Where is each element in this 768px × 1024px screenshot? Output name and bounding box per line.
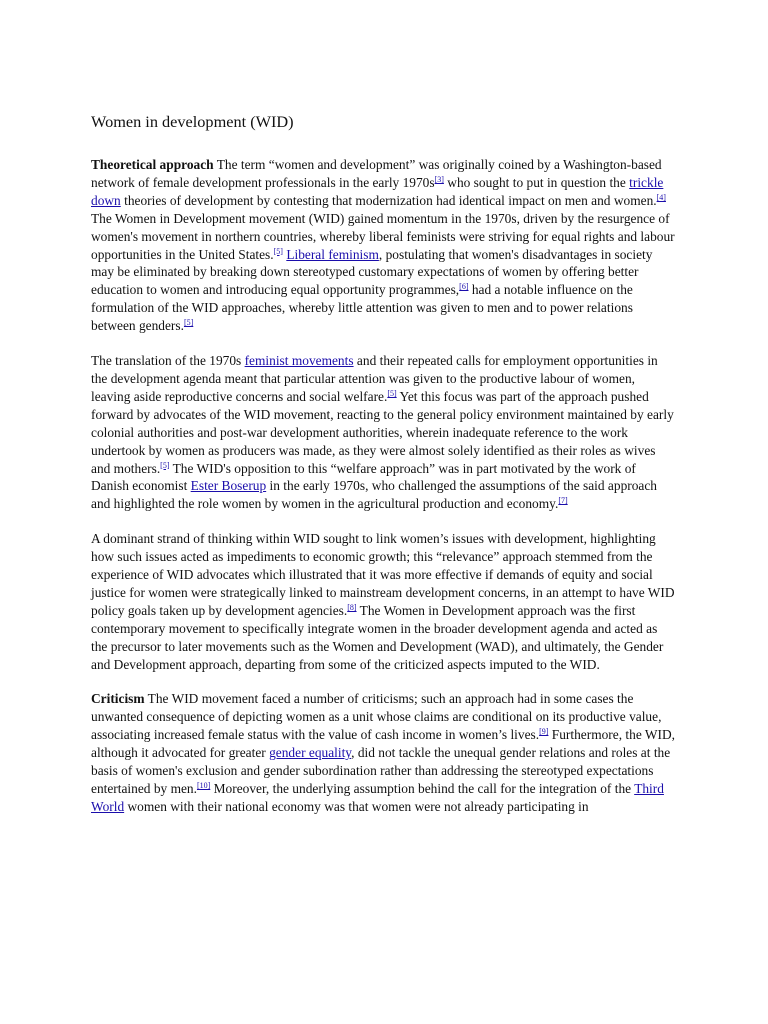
page-title: Women in development (WID) (91, 112, 294, 131)
link-gender-equality[interactable]: gender equality (269, 745, 352, 761)
text: A dominant strand of thinking within WID sought to link women’s issues with development, highlighting how such issues acted as impediments to economic growth; this “relevance” approach stemmed from the experience of WID advocates which illustrated that it was more effective if demands of equity and social justice for women were strategically linked to mainstream development concerns, in an attempt to have WID policy goals taken up by development agencies. (91, 531, 675, 618)
text: The WID's opposition to this “welfare approach” was in part motivated by the work of Danish economist (91, 460, 636, 494)
text: , postulating that women's disadvantages in society may be eliminated by breaking down stereotyped customary expectations of women by offering better education to women and introducing equal opportunity programmes, (91, 246, 653, 298)
text: The Women in Development approach was the first contemporary movement to specifically integrate women in the broader development agenda and acted as the precursor to later movements such as the Women and Development (WAD), and ultimately, the Gender and Development approach, departing from some of the criticized aspects imputed to the WID. (91, 602, 664, 672)
link-trickle-down[interactable]: trickle down (91, 174, 664, 208)
text: Moreover, the underlying assumption behind the call for the integration of the (210, 781, 635, 796)
citation-link[interactable]: [5] (183, 318, 194, 328)
text: The WID movement faced a number of criticisms; such an approach had in some cases the unwanted consequence of depicting women as a unit whose claims are conditional on its productive value, associating increased female status with the value of cash income in women’s lives. (91, 691, 662, 743)
text: Yet this focus was part of the approach pushed forward by advocates of the WID movement, reacting to the general policy environment maintained by early colonial authorities and post-war development authorities, wherein inadequate reference to the work undertook by women as producers was made, as they were almost solely identified as their roles as wives and mothers. (91, 388, 674, 476)
paragraph-dominant-strand (91, 530, 676, 673)
citation-7 (558, 496, 567, 505)
text: who sought to put in question the (443, 174, 630, 190)
text: The translation of the 1970s (91, 353, 245, 369)
citation-link[interactable]: [5] (160, 460, 170, 470)
citation-link[interactable]: [5] (387, 388, 397, 398)
citation-10 (197, 781, 210, 790)
citation-link[interactable]: [7] (558, 496, 568, 506)
link-liberal-feminism[interactable]: Liberal feminism (286, 246, 379, 262)
text: theories of development by contesting that modernization had identical impact on men and women. (120, 192, 657, 208)
link-third-world[interactable]: Third World (91, 781, 664, 814)
citation-link[interactable]: [10] (196, 781, 211, 790)
citation-3 (435, 175, 444, 184)
paragraph-theoretical-approach (91, 156, 676, 335)
text: Furthermore, the WID, although it advocated for greater (91, 727, 675, 761)
text: The Women in Development movement (WID) gained momentum in the 1970s, driven by the resurgence of women's movement in northern countries, whereby liberal feminists were striving for equal rights and labour opportunities in the United States. (91, 210, 675, 262)
citation-link[interactable]: [4] (656, 192, 666, 202)
citation-link[interactable]: [6] (459, 282, 469, 292)
citation-link[interactable]: [5] (273, 246, 283, 256)
text: , did not tackle the unequal gender relations and roles at the basis of women's exclusion and gender subordination rather than addressing the stereotyped expectations entertained by men. (91, 745, 671, 796)
citation-5c (387, 389, 396, 398)
text: in the early 1970s, who challenged the assumptions of the said approach and highlighted the role women by women in the agricultural production and economy. (91, 478, 658, 512)
citation-5d (160, 461, 169, 470)
paragraph-translation (91, 352, 676, 513)
paragraph-criticism (91, 690, 676, 815)
section-lead-criticism: Criticism (91, 691, 145, 707)
text: and their repeated calls for employment opportunities in the development agenda meant that particular attention was given to the productive labour of women, leaving aside reproductive concerns and social welfare. (91, 353, 658, 404)
citation-4 (657, 193, 666, 202)
link-feminist-movements[interactable]: feminist movements (244, 353, 354, 369)
text: had a notable influence on the formulation of the WID approaches, whereby little attention was given to men and to power relations between genders. (91, 282, 633, 334)
citation-8 (347, 603, 356, 612)
link-ester-boserup[interactable]: Ester Boserup (190, 478, 267, 494)
text: women with their national economy was that women were not already participating in (124, 798, 589, 814)
citation-link[interactable]: [3] (434, 174, 444, 184)
citation-5 (274, 247, 283, 256)
citation-6 (459, 282, 468, 291)
section-lead-theoretical-approach: Theoretical approach (91, 157, 214, 172)
text: The term “women and development” was originally coined by a Washington-based network of female development professionals in the early 1970s (91, 157, 662, 190)
citation-5b (184, 318, 193, 327)
citation-link[interactable]: [8] (347, 602, 357, 612)
citation-link[interactable]: [9] (539, 727, 549, 737)
